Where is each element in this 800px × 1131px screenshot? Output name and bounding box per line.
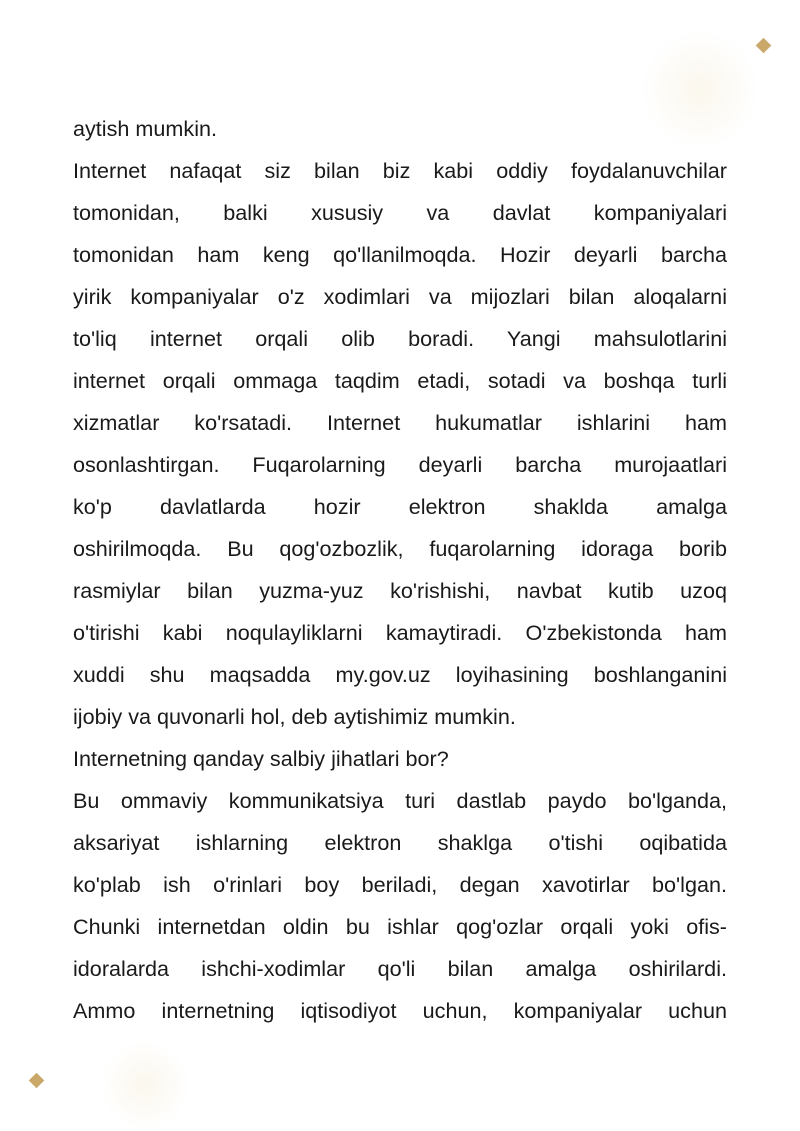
text-line: ko'p davlatlarda hozir elektron shaklda amalga [73, 494, 727, 519]
text-line: ijobiy va quvonarli hol, deb aytishimiz mumkin. [73, 704, 516, 729]
body-text [73, 108, 727, 1032]
text-line: Ammo internetning iqtisodiyot uchun, kompaniyalar uchun [73, 998, 727, 1023]
decorative-glow [100, 1040, 190, 1130]
text-line: aksariyat ishlarning elektron shaklga o'tishi oqibatida [73, 830, 727, 855]
text-line: ko'plab ish o'rinlari boy beriladi, degan xavotirlar bo'lgan. [73, 872, 727, 897]
text-line: aytish mumkin. [73, 116, 217, 141]
text-line: Bu ommaviy kommunikatsiya turi dastlab paydo bo'lganda, [73, 788, 727, 813]
text-line: yirik kompaniyalar o'z xodimlari va mijozlari bilan aloqalarni [73, 284, 727, 309]
text-line: oshirilmoqda. Bu qog'ozbozlik, fuqarolarning idoraga borib [73, 536, 727, 561]
text-line: internet orqali ommaga taqdim etadi, sotadi va boshqa turli [73, 368, 727, 393]
text-line: tomonidan, balki xususiy va davlat kompaniyalari [73, 200, 727, 225]
text-line: Internet nafaqat siz bilan biz kabi oddiy foydalanuvchilar [73, 158, 727, 183]
diamond-ornament-icon [756, 38, 772, 54]
text-line: xizmatlar ko'rsatadi. Internet hukumatlar ishlarini ham [73, 410, 727, 435]
text-line: tomonidan ham keng qo'llanilmoqda. Hozir deyarli barcha [73, 242, 727, 267]
diamond-ornament-icon [29, 1073, 45, 1089]
text-line: idoralarda ishchi-xodimlar qo'li bilan amalga oshirilardi. [73, 956, 727, 981]
text-line: to'liq internet orqali olib boradi. Yangi mahsulotlarini [73, 326, 727, 351]
text-line: xuddi shu maqsadda my.gov.uz loyihasining boshlanganini [73, 662, 727, 687]
text-line: o'tirishi kabi noqulayliklarni kamaytiradi. O'zbekistonda ham [73, 620, 727, 645]
text-line: osonlashtirgan. Fuqarolarning deyarli barcha murojaatlari [73, 452, 727, 477]
text-line: rasmiylar bilan yuzma-yuz ko'rishishi, navbat kutib uzoq [73, 578, 727, 603]
section-question: Internetning qanday salbiy jihatlari bor? [73, 746, 449, 771]
text-line: Chunki internetdan oldin bu ishlar qog'ozlar orqali yoki ofis- [73, 914, 727, 939]
